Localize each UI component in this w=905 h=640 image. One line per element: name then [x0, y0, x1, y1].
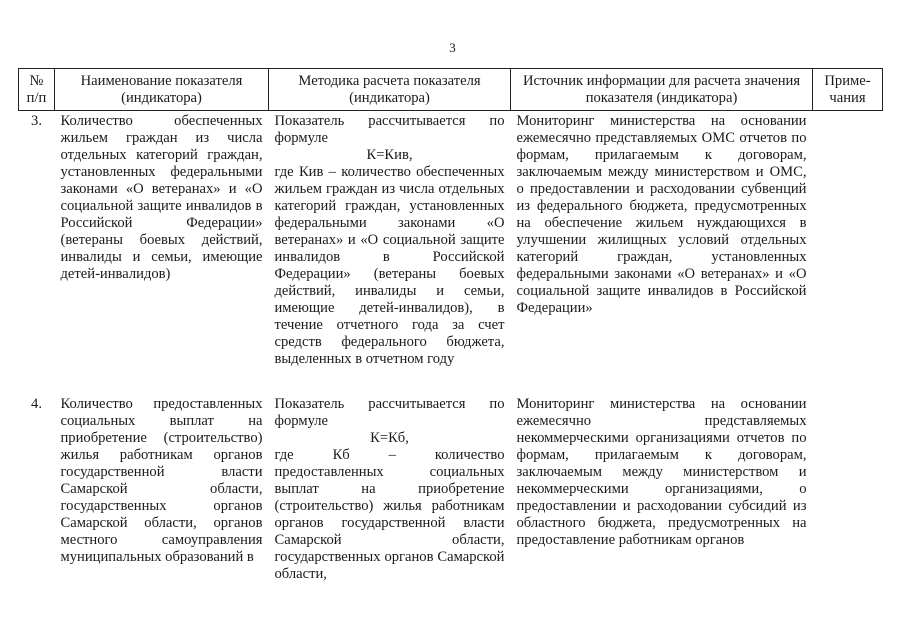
header-notes: Приме-чания — [813, 69, 883, 111]
header-method: Методика расчета показателя (индикатора) — [269, 69, 511, 111]
indicators-table — [18, 68, 883, 583]
header-source: Источник информации для расчета значения показателя (индикатора) — [511, 69, 813, 111]
method-formula: К=Кб, — [370, 430, 409, 446]
table-header-row — [19, 69, 883, 111]
method-intro: Показатель рассчитывается по формуле — [274, 396, 505, 429]
calculation-method — [269, 394, 511, 583]
table-row — [19, 111, 883, 369]
method-formula: К=Кив, — [366, 147, 413, 163]
row-spacer — [19, 368, 883, 394]
notes-cell — [813, 394, 883, 583]
row-number: 4. — [31, 396, 42, 412]
indicator-name: Количество обеспеченных жильем граждан из числа отдельных категорий граждан, установленных федеральными законами «О ветеранах» и «О социальной защите инвалидов в Российской Федерации» (ветераны боевых действий, инвалиды и семьи, имеющие детей-инвалидов) — [60, 113, 263, 282]
table-row — [19, 394, 883, 583]
header-name: Наименование показателя (индикатора) — [55, 69, 269, 111]
indicator-name: Количество предоставленных социальных выплат на приобретение (строительство) жилья работникам органов государственной власти Самарской области, государственных органов Самарской области, органов местного самоуправления муниципальных образований в — [60, 396, 263, 565]
header-num: № п/п — [19, 69, 55, 111]
information-source: Мониторинг министерства на основании ежемесячно представляемых некоммерческими организациями отчетов по формам, прилагаемым к договорам, заключаемым между министерством и некоммерческими организациями, о предоставлении и расходовании субсидий из областного бюджета, предусмотренных на предоставление работникам органов — [516, 396, 807, 548]
calculation-method — [269, 111, 511, 369]
notes-cell — [813, 111, 883, 369]
page-number: 3 — [449, 40, 456, 55]
method-intro: Показатель рассчитывается по формуле — [274, 113, 505, 146]
row-number: 3. — [31, 113, 42, 129]
method-description: где Кив – количество обеспеченных жильем граждан из числа отдельных категорий граждан, установленных федеральными законами «О ветеранах» и «О социальной защите инвалидов в Российской Федерации» (ветераны боевых действий, инвалиды и семьи, имеющие детей-инвалидов), в течение отчетного года за счет средств федерального бюджета, выделенных в отчетном году — [274, 164, 505, 367]
information-source: Мониторинг министерства на основании ежемесячно представляемых ОМС отчетов по формам, прилагаемым к договорам, заключаемым между министерством и ОМС, о предоставлении и расходовании субвенций из федерального бюджета, предусмотренных на обеспечение жильем нуждающихся в улучшении жилищных условий отдельных категорий граждан, установленных федеральными законами «О ветеранах» и «О социальной защите инвалидов в Российской Федерации» — [516, 113, 807, 316]
method-description: где Кб – количество предоставленных социальных выплат на приобретение (строительство) жилья работникам органов государственной власти Самарской области, государственных органов Самарской области, — [274, 447, 505, 582]
